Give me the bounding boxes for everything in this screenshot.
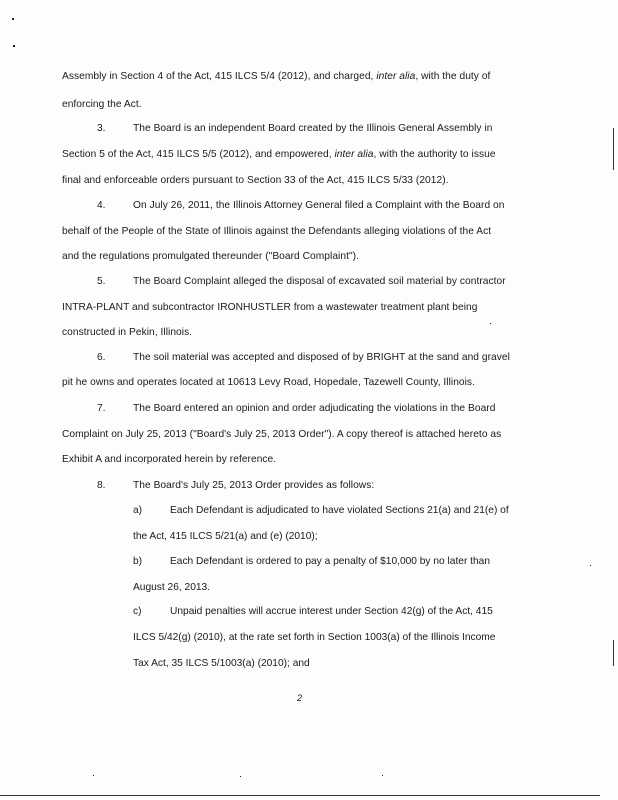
paragraph-5-line-3: constructed in Pekin, Illinois. (62, 327, 193, 338)
scan-speck (13, 45, 15, 47)
paragraph-7-line-3: Exhibit A and incorporated herein by reference. (62, 454, 277, 465)
paragraph-6-number: 6. (97, 352, 106, 363)
list-item-b-line-2: August 26, 2013. (133, 582, 211, 593)
paragraph-7-line-1: The Board entered an opinion and order adjudicating the violations in the Board (133, 403, 496, 414)
scan-edge-line (613, 128, 614, 170)
list-item-b-line-1: Each Defendant is ordered to pay a penalty of $10,000 by no later than (170, 556, 490, 567)
paragraph-4-number: 4. (97, 200, 106, 211)
text-run: Assembly in Section 4 of the Act, 415 ILCS 5/4 (2012), and charged, (62, 71, 377, 82)
list-item-label: b) (133, 556, 143, 567)
scan-speck (590, 565, 591, 566)
text-run: , with the duty of (415, 71, 491, 82)
text-run: , with the authority to issue (373, 149, 496, 160)
list-item-c-line-1: Unpaid penalties will accrue interest under Section 42(g) of the Act, 415 (170, 606, 493, 617)
paragraph-4-line-1: On July 26, 2011, the Illinois Attorney General filed a Complaint with the Board on (133, 200, 505, 211)
paragraph-4-line-3: and the regulations promulgated thereunder ("Board Complaint"). (62, 251, 359, 262)
italic-text-run: inter alia (376, 71, 416, 82)
paragraph-5-line-2: INTRA-PLANT and subcontractor IRONHUSTLER from a wastewater treatment plant being (62, 302, 478, 313)
scan-speck (240, 776, 241, 777)
paragraph-5-number: 5. (97, 276, 106, 287)
scan-speck (490, 323, 491, 324)
list-item-label: a) (133, 505, 143, 516)
scan-bottom-line (0, 795, 600, 796)
paragraph-2-line-1 (62, 71, 490, 83)
paragraph-6-line-1: The soil material was accepted and disposed of by BRIGHT at the sand and gravel (133, 352, 510, 363)
scan-speck (12, 18, 14, 20)
paragraph-6-line-2: pit he owns and operates located at 10613 Levy Road, Hopedale, Tazewell County, Illinois. (62, 377, 475, 388)
paragraph-7-line-2: Complaint on July 25, 2013 ("Board's July 25, 2013 Order"). A copy thereof is attached hereto as (62, 429, 502, 440)
scan-speck (382, 775, 383, 776)
paragraph-8-line-1: The Board's July 25, 2013 Order provides as follows: (133, 480, 375, 491)
italic-text-run: inter alia (334, 149, 374, 160)
list-item-a-line-2: the Act, 415 ILCS 5/21(a) and (e) (2010); (133, 531, 318, 542)
list-item-a-line-1: Each Defendant is adjudicated to have violated Sections 21(a) and 21(e) of (170, 505, 509, 516)
paragraph-5-line-1: The Board Complaint alleged the disposal of excavated soil material by contractor (133, 276, 506, 287)
paragraph-8-number: 8. (97, 480, 106, 491)
list-item-label: c) (133, 606, 142, 617)
text-run: Section 5 of the Act, 415 ILCS 5/5 (2012), and empowered, (62, 149, 335, 160)
paragraph-3-line-2 (62, 149, 496, 161)
paragraph-7-number: 7. (97, 403, 106, 414)
page-number: 2 (297, 693, 303, 703)
paragraph-3-line-3: final and enforceable orders pursuant to Section 33 of the Act, 415 ILCS 5/33 (2012). (62, 175, 449, 186)
paragraph-3-line-1: The Board is an independent Board created by the Illinois General Assembly in (133, 123, 493, 134)
paragraph-4-line-2: behalf of the People of the State of Illinois against the Defendants alleging violations of the Act (62, 226, 492, 237)
list-item-c-line-2: ILCS 5/42(g) (2010), at the rate set forth in Section 1003(a) of the Illinois Income (133, 632, 496, 643)
scan-edge-line (613, 640, 614, 666)
paragraph-2-line-2: enforcing the Act. (62, 99, 142, 110)
scan-speck (93, 775, 94, 776)
paragraph-3-number: 3. (97, 123, 106, 134)
list-item-c-line-3: Tax Act, 35 ILCS 5/1003(a) (2010); and (133, 658, 310, 669)
